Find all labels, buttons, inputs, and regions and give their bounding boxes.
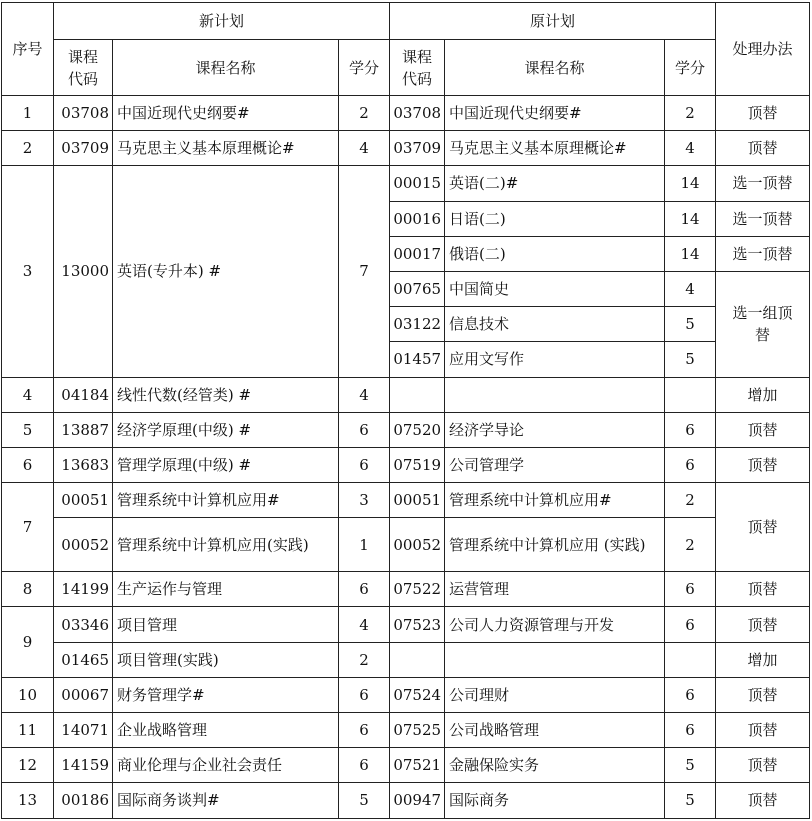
- old-code-cell: 00015: [390, 166, 445, 201]
- seq-cell: 2: [2, 131, 54, 166]
- new-plan-header: 新计划: [54, 3, 390, 40]
- old-name-cell: [445, 642, 665, 677]
- action-cell: 选一顶替: [716, 236, 810, 271]
- old-name-cell: 俄语(二): [445, 236, 665, 271]
- new-credit-cell: 4: [339, 377, 390, 412]
- new-credit-cell: 7: [339, 166, 390, 377]
- action-cell: 选一组顶替: [716, 271, 810, 377]
- new-name-cell: 财务管理学#: [113, 677, 339, 712]
- handling-header: 处理办法: [716, 3, 810, 96]
- new-code-cell: 13887: [54, 412, 113, 447]
- old-code-cell: 00051: [390, 483, 445, 518]
- old-code-cell: [390, 642, 445, 677]
- old-name-cell: 经济学导论: [445, 412, 665, 447]
- old-credit-cell: 2: [665, 518, 716, 572]
- action-cell: 选一顶替: [716, 166, 810, 201]
- new-credit-cell: 6: [339, 412, 390, 447]
- seq-cell: 9: [2, 607, 54, 677]
- action-cell: 顶替: [716, 677, 810, 712]
- new-credit-cell: 2: [339, 642, 390, 677]
- new-credit-cell: 5: [339, 783, 390, 818]
- new-name-cell: 英语(专升本) #: [113, 166, 339, 377]
- new-code-cell: 13683: [54, 447, 113, 482]
- old-credit-cell: 14: [665, 236, 716, 271]
- old-credit-cell: 5: [665, 342, 716, 377]
- table-row: [2, 377, 810, 412]
- table-row: [2, 412, 810, 447]
- action-cell: 顶替: [716, 783, 810, 818]
- table-row: [2, 166, 810, 201]
- new-name-cell: 生产运作与管理: [113, 572, 339, 607]
- seq-cell: 11: [2, 713, 54, 748]
- old-credit-cell: 5: [665, 783, 716, 818]
- new-name-cell: 线性代数(经管类) #: [113, 377, 339, 412]
- old-code-cell: 07519: [390, 447, 445, 482]
- new-code-cell: 13000: [54, 166, 113, 377]
- action-cell: 顶替: [716, 96, 810, 131]
- new-code-cell: 04184: [54, 377, 113, 412]
- action-cell: 顶替: [716, 713, 810, 748]
- old-name-cell: [445, 377, 665, 412]
- seq-cell: 13: [2, 783, 54, 818]
- old-credit-cell: 5: [665, 307, 716, 342]
- table-row: [2, 607, 810, 642]
- new-code-header: 课程代码: [54, 40, 113, 96]
- new-credit-cell: 3: [339, 483, 390, 518]
- new-name-cell: 商业伦理与企业社会责任: [113, 748, 339, 783]
- new-name-cell: 管理系统中计算机应用#: [113, 483, 339, 518]
- new-credit-cell: 6: [339, 572, 390, 607]
- new-credit-cell: 6: [339, 748, 390, 783]
- seq-cell: 12: [2, 748, 54, 783]
- new-credit-cell: 4: [339, 131, 390, 166]
- old-code-cell: 07525: [390, 713, 445, 748]
- course-replacement-table: [1, 2, 810, 819]
- old-credit-cell: 6: [665, 713, 716, 748]
- seq-cell: 5: [2, 412, 54, 447]
- table-row: [2, 447, 810, 482]
- new-name-cell: 管理系统中计算机应用(实践): [113, 518, 339, 572]
- new-credit-cell: 6: [339, 677, 390, 712]
- seq-cell: 10: [2, 677, 54, 712]
- old-credit-cell: 6: [665, 447, 716, 482]
- new-name-cell: 项目管理(实践): [113, 642, 339, 677]
- old-credit-cell: 2: [665, 96, 716, 131]
- new-code-cell: 00052: [54, 518, 113, 572]
- new-code-cell: 00051: [54, 483, 113, 518]
- old-code-cell: 00765: [390, 271, 445, 306]
- old-code-cell: 07521: [390, 748, 445, 783]
- old-code-cell: 00017: [390, 236, 445, 271]
- new-code-cell: 14071: [54, 713, 113, 748]
- new-credit-cell: 6: [339, 447, 390, 482]
- new-credit-cell: 2: [339, 96, 390, 131]
- seq-cell: 3: [2, 166, 54, 377]
- action-cell: 顶替: [716, 572, 810, 607]
- old-credit-cell: [665, 377, 716, 412]
- new-code-cell: 01465: [54, 642, 113, 677]
- old-credit-cell: 6: [665, 572, 716, 607]
- seq-header: 序号: [2, 3, 54, 96]
- new-name-cell: 马克思主义基本原理概论#: [113, 131, 339, 166]
- old-name-header: 课程名称: [445, 40, 665, 96]
- new-code-cell: 00186: [54, 783, 113, 818]
- new-name-cell: 项目管理: [113, 607, 339, 642]
- seq-cell: 8: [2, 572, 54, 607]
- old-credit-cell: [665, 642, 716, 677]
- new-credit-cell: 4: [339, 607, 390, 642]
- action-cell: 顶替: [716, 131, 810, 166]
- old-code-cell: 03708: [390, 96, 445, 131]
- old-code-header: 课程代码: [390, 40, 445, 96]
- old-code-cell: 01457: [390, 342, 445, 377]
- new-name-cell: 国际商务谈判#: [113, 783, 339, 818]
- old-name-cell: 马克思主义基本原理概论#: [445, 131, 665, 166]
- old-code-cell: 00052: [390, 518, 445, 572]
- old-credit-cell: 6: [665, 412, 716, 447]
- old-credit-cell: 14: [665, 201, 716, 236]
- action-cell: 顶替: [716, 483, 810, 572]
- new-credit-header: 学分: [339, 40, 390, 96]
- old-name-cell: 中国简史: [445, 271, 665, 306]
- table-row: [2, 572, 810, 607]
- old-credit-cell: 14: [665, 166, 716, 201]
- old-credit-cell: 4: [665, 131, 716, 166]
- table-row: [2, 713, 810, 748]
- old-name-cell: 公司战略管理: [445, 713, 665, 748]
- old-credit-header: 学分: [665, 40, 716, 96]
- action-cell: 选一顶替: [716, 201, 810, 236]
- new-credit-cell: 1: [339, 518, 390, 572]
- new-code-cell: 03346: [54, 607, 113, 642]
- table-row: [2, 783, 810, 818]
- new-code-cell: 03708: [54, 96, 113, 131]
- new-code-cell: 14159: [54, 748, 113, 783]
- new-name-cell: 管理学原理(中级) #: [113, 447, 339, 482]
- new-credit-cell: 6: [339, 713, 390, 748]
- old-credit-cell: 2: [665, 483, 716, 518]
- old-name-cell: 运营管理: [445, 572, 665, 607]
- new-code-cell: 00067: [54, 677, 113, 712]
- old-credit-cell: 4: [665, 271, 716, 306]
- old-name-cell: 应用文写作: [445, 342, 665, 377]
- old-code-cell: [390, 377, 445, 412]
- action-cell: 顶替: [716, 748, 810, 783]
- action-cell: 顶替: [716, 447, 810, 482]
- old-credit-cell: 5: [665, 748, 716, 783]
- table-row: [2, 483, 810, 518]
- old-name-cell: 公司人力资源管理与开发: [445, 607, 665, 642]
- new-code-cell: 14199: [54, 572, 113, 607]
- table-row: [2, 96, 810, 131]
- seq-cell: 7: [2, 483, 54, 572]
- old-code-cell: 03709: [390, 131, 445, 166]
- new-name-header: 课程名称: [113, 40, 339, 96]
- old-name-cell: 日语(二): [445, 201, 665, 236]
- new-code-cell: 03709: [54, 131, 113, 166]
- old-name-cell: 国际商务: [445, 783, 665, 818]
- old-name-cell: 管理系统中计算机应用 (实践): [445, 518, 665, 572]
- action-cell: 顶替: [716, 607, 810, 642]
- table-row: [2, 131, 810, 166]
- old-credit-cell: 6: [665, 677, 716, 712]
- old-code-cell: 07522: [390, 572, 445, 607]
- new-name-cell: 经济学原理(中级) #: [113, 412, 339, 447]
- table-row: [2, 642, 810, 677]
- action-cell: 顶替: [716, 412, 810, 447]
- old-name-cell: 信息技术: [445, 307, 665, 342]
- old-code-cell: 00016: [390, 201, 445, 236]
- seq-cell: 1: [2, 96, 54, 131]
- old-code-cell: 00947: [390, 783, 445, 818]
- old-name-cell: 金融保险实务: [445, 748, 665, 783]
- seq-cell: 6: [2, 447, 54, 482]
- new-name-cell: 中国近现代史纲要#: [113, 96, 339, 131]
- old-code-cell: 07520: [390, 412, 445, 447]
- old-name-cell: 中国近现代史纲要#: [445, 96, 665, 131]
- old-name-cell: 公司管理学: [445, 447, 665, 482]
- old-plan-header: 原计划: [390, 3, 716, 40]
- table-row: [2, 518, 810, 572]
- table-row: [2, 748, 810, 783]
- action-cell: 增加: [716, 377, 810, 412]
- new-name-cell: 企业战略管理: [113, 713, 339, 748]
- old-code-cell: 03122: [390, 307, 445, 342]
- action-cell: 增加: [716, 642, 810, 677]
- old-code-cell: 07524: [390, 677, 445, 712]
- old-name-cell: 管理系统中计算机应用#: [445, 483, 665, 518]
- table-row: [2, 677, 810, 712]
- old-name-cell: 英语(二)#: [445, 166, 665, 201]
- old-credit-cell: 6: [665, 607, 716, 642]
- old-name-cell: 公司理财: [445, 677, 665, 712]
- old-code-cell: 07523: [390, 607, 445, 642]
- seq-cell: 4: [2, 377, 54, 412]
